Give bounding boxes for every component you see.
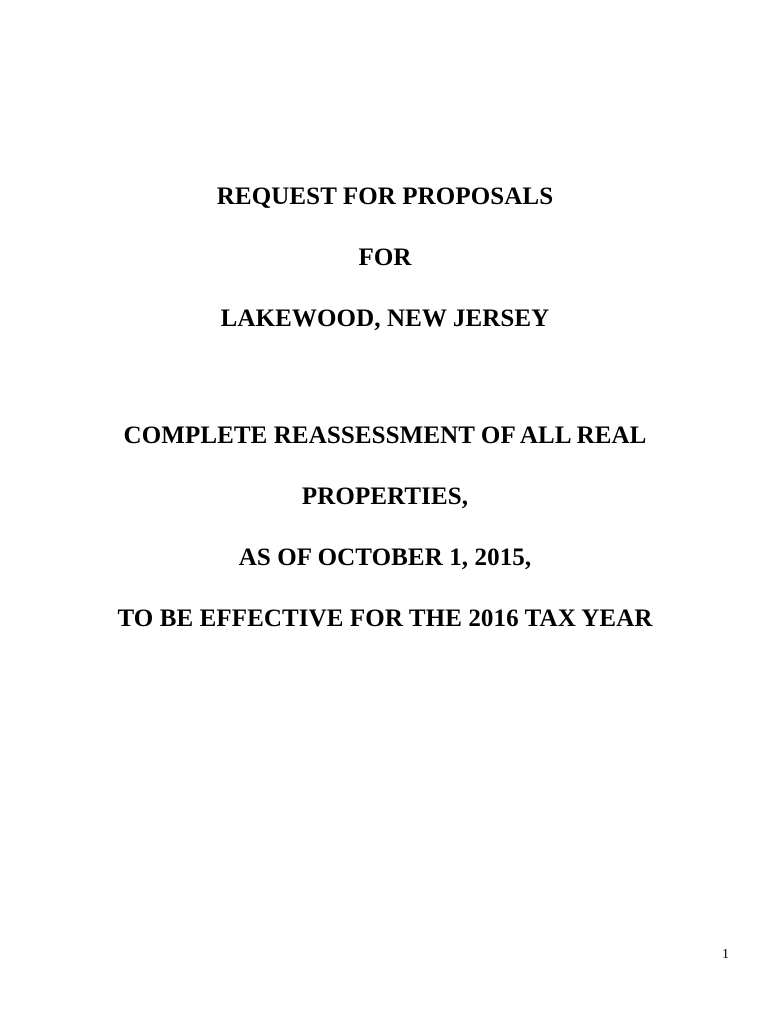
title-line-location: LAKEWOOD, NEW JERSEY (220, 305, 550, 332)
subject-line-date: AS OF OCTOBER 1, 2015, (238, 544, 532, 571)
subject-line-reassessment: COMPLETE REASSESSMENT OF ALL REAL (123, 422, 647, 449)
title-line-request-for-proposals: REQUEST FOR PROPOSALS (216, 183, 554, 210)
subject-line-tax-year: TO BE EFFECTIVE FOR THE 2016 TAX YEAR (117, 605, 653, 632)
subject-line-properties: PROPERTIES, (301, 483, 469, 510)
title-line-for: FOR (358, 244, 412, 271)
page-number: 1 (722, 947, 729, 962)
